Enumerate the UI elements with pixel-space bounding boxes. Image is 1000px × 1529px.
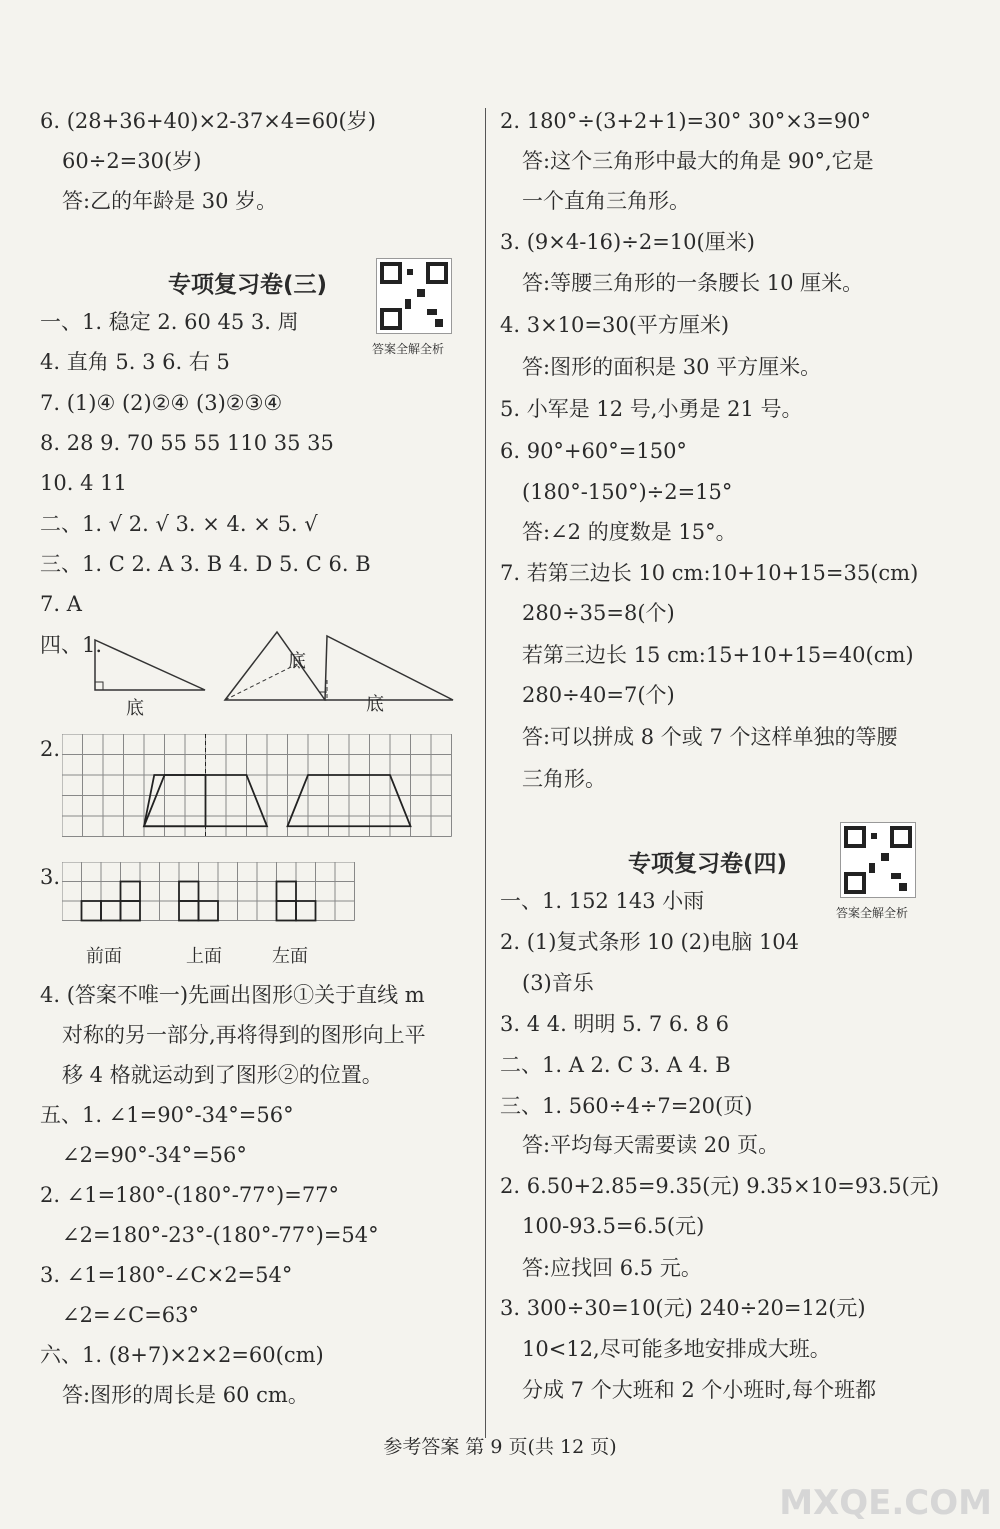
- right-line: 2. 6.50+2.85=9.35(元) 9.35×10=93.5(元): [500, 1174, 940, 1198]
- right-line: 6. 90°+60°=150°: [500, 439, 687, 463]
- right-line: 3. (9×4-16)÷2=10(厘米): [500, 230, 755, 254]
- left-line: 三、1. C 2. A 3. B 4. D 5. C 6. B: [40, 552, 371, 576]
- left-line: 6. (28+36+40)×2-37×4=60(岁): [40, 109, 376, 133]
- right-line: 答:∠2 的度数是 15°。: [522, 520, 737, 544]
- right-line: (180°-150°)÷2=15°: [522, 480, 733, 504]
- left-line: 60÷2=30(岁): [62, 149, 202, 173]
- left-line: ∠2=90°-34°=56°: [62, 1143, 247, 1167]
- right-line: 分成 7 个大班和 2 个小班时,每个班都: [522, 1378, 877, 1402]
- left-line: 答:图形的周长是 60 cm。: [62, 1383, 309, 1407]
- watermark: MXQE.COM: [779, 1483, 992, 1523]
- label-side: 左面: [272, 946, 308, 967]
- left-line: 10. 4 11: [40, 471, 127, 495]
- left-line: 对称的另一部分,再将得到的图形向上平: [62, 1023, 426, 1047]
- left-line: 4. (答案不唯一)先画出图形①关于直线 m: [40, 983, 425, 1007]
- right-line: 一个直角三角形。: [522, 189, 690, 213]
- right-line: 三、1. 560÷4÷7=20(页): [500, 1094, 753, 1118]
- left-line: ∠2=∠C=63°: [62, 1303, 200, 1327]
- left-line: 3. ∠1=180°-∠C×2=54°: [40, 1263, 293, 1287]
- left-line: 4. 直角 5. 3 6. 右 5: [40, 350, 230, 374]
- right-line: 一、1. 152 143 小雨: [500, 889, 705, 913]
- right-line: 2. 180°÷(3+2+1)=30° 30°×3=90°: [500, 109, 872, 133]
- right-line: 3. 4 4. 明明 5. 7 6. 8 6: [500, 1012, 729, 1036]
- label-base-2: 底: [288, 651, 306, 672]
- grid-figure-3: [62, 862, 362, 942]
- right-line: 答:应找回 6.5 元。: [522, 1256, 702, 1280]
- right-line: 280÷40=7(个): [522, 683, 675, 707]
- right-line: 2. (1)复式条形 10 (2)电脑 104: [500, 930, 800, 954]
- right-line: 3. 300÷30=10(元) 240÷20=12(元): [500, 1296, 866, 1320]
- left-line: 7. (1)④ (2)②④ (3)②③④: [40, 391, 283, 415]
- label-top: 上面: [186, 946, 222, 967]
- right-line: 答:图形的面积是 30 平方厘米。: [522, 355, 822, 379]
- left-line: 一、1. 稳定 2. 60 45 3. 周: [40, 310, 299, 334]
- left-line: 2.: [40, 737, 61, 761]
- right-line: 答:这个三角形中最大的角是 90°,它是: [522, 149, 874, 173]
- qr-caption-1: 答案全解全析: [372, 342, 445, 356]
- qr-code-1: [376, 258, 452, 334]
- label-base-1: 底: [126, 698, 144, 719]
- right-line: 二、1. A 2. C 3. A 4. B: [500, 1053, 731, 1077]
- section-title: 专项复习卷(四): [628, 851, 788, 877]
- right-line: 答:平均每天需要读 20 页。: [522, 1133, 780, 1157]
- right-line: 5. 小军是 12 号,小勇是 21 号。: [500, 397, 803, 421]
- grid-figure-2: [62, 734, 452, 844]
- left-line: 答:乙的年龄是 30 岁。: [62, 189, 278, 213]
- left-line: 移 4 格就运动到了图形②的位置。: [62, 1063, 383, 1087]
- left-line: 六、1. (8+7)×2×2=60(cm): [40, 1343, 324, 1367]
- qr-code-2: [840, 822, 916, 898]
- right-line: 答:等腰三角形的一条腰长 10 厘米。: [522, 271, 864, 295]
- qr-caption-2: 答案全解全析: [836, 906, 909, 920]
- right-line: 100-93.5=6.5(元): [522, 1214, 705, 1238]
- section-title: 专项复习卷(三): [168, 272, 328, 298]
- right-line: 若第三边长 15 cm:15+10+15=40(cm): [522, 643, 914, 667]
- page-footer: 参考答案 第 9 页(共 12 页): [383, 1436, 617, 1458]
- left-line: 四、1.: [40, 633, 103, 657]
- left-line: 2. ∠1=180°-(180°-77°)=77°: [40, 1183, 340, 1207]
- left-line: 8. 28 9. 70 55 55 110 35 35: [40, 431, 334, 455]
- right-line: 7. 若第三边长 10 cm:10+10+15=35(cm): [500, 561, 919, 585]
- right-line: (3)音乐: [522, 971, 594, 995]
- right-line: 280÷35=8(个): [522, 601, 675, 625]
- left-line: 二、1. √ 2. √ 3. × 4. × 5. √: [40, 512, 318, 536]
- right-line: 三角形。: [522, 767, 606, 791]
- right-line: 4. 3×10=30(平方厘米): [500, 313, 730, 337]
- left-line: ∠2=180°-23°-(180°-77°)=54°: [62, 1223, 379, 1247]
- right-line: 10<12,尽可能多地安排成大班。: [522, 1337, 831, 1361]
- column-divider: [485, 108, 486, 1438]
- left-line: 五、1. ∠1=90°-34°=56°: [40, 1103, 294, 1127]
- label-front: 前面: [86, 946, 122, 967]
- right-line: 答:可以拼成 8 个或 7 个这样单独的等腰: [522, 725, 898, 749]
- left-line: 3.: [40, 865, 61, 889]
- left-line: 7. A: [40, 592, 82, 616]
- label-base-3: 底: [366, 694, 384, 715]
